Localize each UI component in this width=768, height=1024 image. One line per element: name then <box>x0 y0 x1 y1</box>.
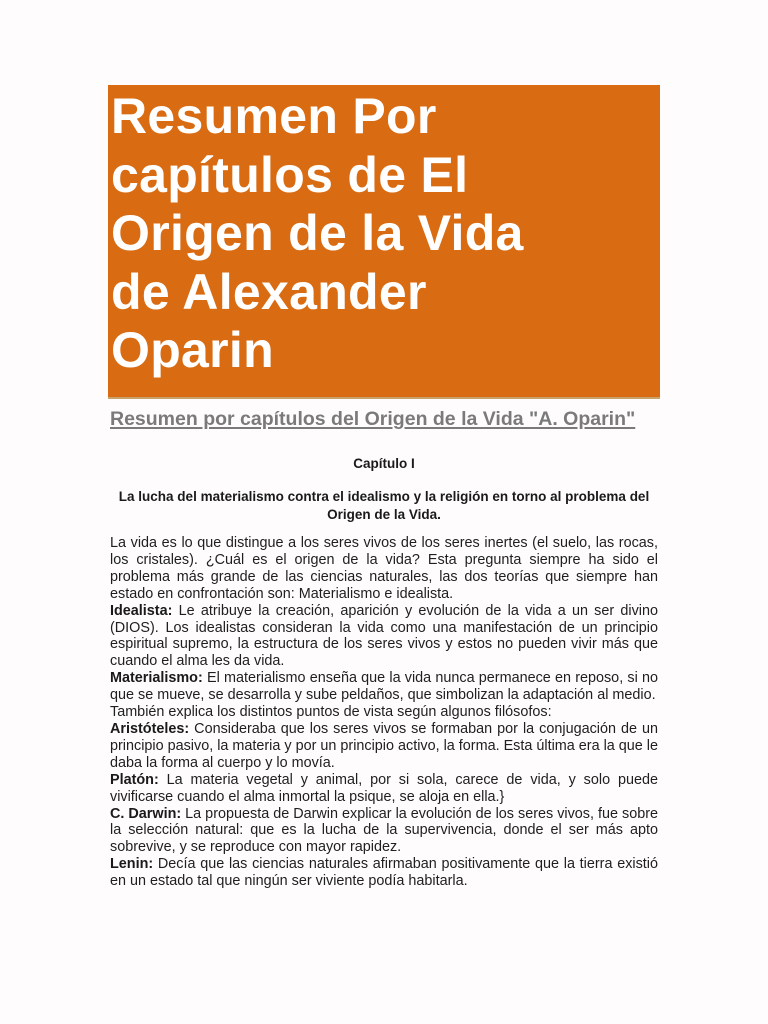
intro-paragraph: La vida es lo que distingue a los seres vivos de los seres inertes (el suelo, las rocas, los cristales). ¿Cuál es el origen de la vida? Esta pregunta siempre ha sido el problema más grande de las ciencias naturales, las dos teorías que siempre han estado en confrontación son: Materialismo e idealista. <box>110 535 658 602</box>
title-line: Resumen Por <box>111 88 437 144</box>
paragraph-aristoteles <box>110 721 658 772</box>
title-line: Origen de la Vida <box>111 205 524 261</box>
title-banner <box>108 85 660 399</box>
chapter-subtitle: La lucha del materialismo contra el idealismo y la religión en torno al problema del Origen de la Vida. <box>118 489 650 522</box>
paragraph-text: Consideraba que los seres vivos se formaban por la conjugación de un principio pasivo, la materia y por un principio activo, la forma. Esta última era la que le daba la forma al cuerpo y lo movía. <box>110 720 658 771</box>
paragraph-text: También explica los distintos puntos de vista según algunos filósofos: <box>110 704 552 721</box>
paragraph-lenin <box>110 856 658 890</box>
paragraph-darwin <box>110 806 658 857</box>
paragraph-idealista <box>110 603 658 671</box>
term-label: Lenin: <box>110 856 154 873</box>
document-title <box>111 87 651 380</box>
paragraph-filosofos <box>110 704 658 721</box>
paragraph-text: La propuesta de Darwin explicar la evolución de los seres vivos, fue sobre la selección natural: que es la lucha de la supervivencia, donde el ser más apto sobrevive, y se reproduce con mayor rapidez. <box>110 805 658 856</box>
paragraph-materialismo <box>110 670 658 704</box>
title-line: de Alexander <box>111 263 427 320</box>
paragraph-text: Decía que las ciencias naturales afirmaban positivamente que la tierra existió en un estado tal que ningún ser viviente podía habitarla. <box>110 856 658 890</box>
term-label: Materialismo: <box>110 670 203 687</box>
term-label: Idealista: <box>110 602 173 619</box>
subheading-link[interactable]: Resumen por capítulos del Origen de la Vida "A. Oparin" <box>110 408 636 430</box>
paragraph-text: El materialismo enseña que la vida nunca permanece en reposo, si no que se mueve, se desarrolla y sube peldaños, que simbolizan la adaptación al medio. <box>110 670 658 704</box>
term-label: Platón: <box>110 771 159 788</box>
paragraph-text: Le atribuye la creación, aparición y evolución de la vida a un ser divino (DIOS). Los idealistas consideran la vida como una manifestación de un principio espiritual supremo, la estructura de los seres vivos y estos no pueden vivir más que cuando el alma les da vida. <box>110 602 658 670</box>
paragraph-platon <box>110 772 658 806</box>
paragraph-text: La materia vegetal y animal, por si sola, carece de vida, y solo puede vivificarse cuando el alma inmortal la psique, se aloja en ella.} <box>110 771 658 805</box>
body-text <box>110 535 658 890</box>
chapter-label: Capítulo I <box>353 456 415 471</box>
title-line: Oparin <box>111 322 274 378</box>
term-label: Aristóteles: <box>110 720 190 737</box>
title-line: capítulos de El <box>111 146 469 203</box>
term-label: C. Darwin: <box>110 805 182 822</box>
